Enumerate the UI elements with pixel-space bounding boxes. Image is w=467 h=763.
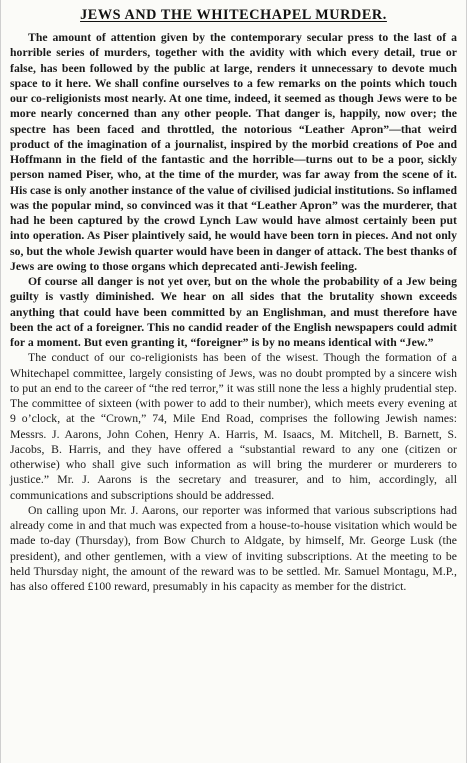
article-paragraph-2: Of course all danger is not yet over, but on the whole the probability of a Jew being guilty is vastly diminished. We hear on all sides that the brutality shown exceeds anything that could have been committed by an Englishman, and must therefore have been the act of a foreigner. This no candid reader of the English newspapers could admit for a moment. But even granting it, “foreigner” is by no means identical with “Jew.”: [10, 275, 457, 349]
article-body: [10, 30, 457, 594]
article-paragraph-1: The amount of attention given by the contemporary secular press to the last of a horrible series of murders, together with the avidity with which every detail, true or false, has been followed by the public at large, renders it unnecessary to devote much space to it here. We shall confine ourselves to a few remarks on the points which touch our co-religionists most nearly. At one time, indeed, it seemed as though Jews were to be more nearly concerned than any other people. That danger is, happily, now over; the spectre has been faced and throttled, the notorious “Leather Apron”—that weird product of the imagination of a journalist, inspired by the morbid creations of Poe and Hoffmann in the field of the fantastic and the horrible—turns out to be a poor, sickly person named Piser, who, at the time of the murder, was far away from the scene of it. His case is only another instance of the value of civilised judicial institutions. So inflamed was the popular mind, so convinced was it that “Leather Apron” was the murderer, that had he been captured by the crowd Lynch Law would have almost certainly been put into operation. As Piser plaintively said, he would have been torn in pieces. And not only so, but the whole Jewish quarter would have been in danger of attack. The best thanks of Jews are owing to those organs which deprecated anti-Jewish feeling.: [10, 31, 458, 273]
article-headline: [10, 6, 457, 24]
article-paragraph-3: The conduct of our co-religionists has been of the wisest. Though the formation of a Whitechapel committee, largely consisting of Jews, was no doubt prompted by a sincere wish to put an end to the career of “the red terror,” it was still none the less a highly prudential step. The committee of sixteen (with power to add to their number), which meets every evening at 9 o’clock, at the “Crown,” 74, Mile End Road, comprises the following Jewish names: Messrs. J. Aarons, John Cohen, Henry A. Harris, M. Isaacs, M. Mitchell, B. Barnett, S. Jacobs, B. Harris, and they have offered a “substantial reward to any one (citizen or otherwise) who shall give such information as will bring the murderer or murderers to justice.” Mr. J. Aarons is the secretary and treasurer, and to him, accordingly, all communications and subscriptions should be addressed.: [10, 351, 457, 502]
headline-text: JEWS AND THE WHITECHAPEL MURDER.: [80, 7, 387, 23]
article-paragraph-4: On calling upon Mr. J. Aarons, our reporter was informed that various subscriptions had already come in and that much was expected from a house-to-house visitation which would be made to-day (Thursday), from Bow Church to Aldgate, by himself, Mr. George Lusk (the president), and other gentlemen, with a view of inviting subscriptions. At the meeting to be held Thursday night, the amount of the reward was to be settled. Mr. Samuel Montagu, M.P., has also offered £100 reward, presumably in his capacity as member for the district.: [10, 503, 457, 593]
